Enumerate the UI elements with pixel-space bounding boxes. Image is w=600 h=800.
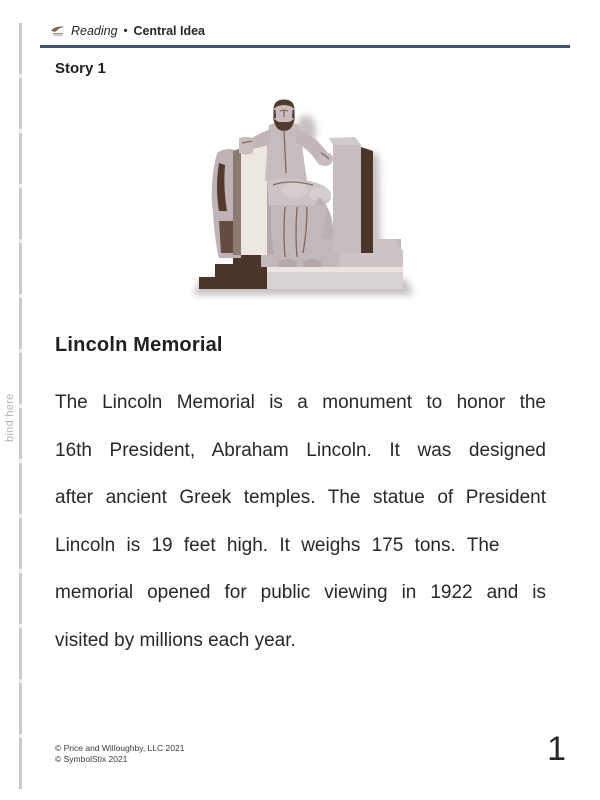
paragraph-line: The Lincoln Memorial is a monument to honor the [55, 392, 546, 413]
copyright-line-2: © SymbolStix 2021 [55, 753, 128, 764]
article-title: Lincoln Memorial [55, 334, 223, 356]
footer-copyright [55, 743, 184, 764]
bind-here-label: bind here [4, 393, 16, 442]
binding-guide-line [19, 23, 22, 789]
copyright-line-1: © Price and Willoughby, LLC 2021 [55, 743, 185, 753]
page-header [50, 24, 205, 38]
paragraph-line: memorial opened for public viewing in 1922 and is [55, 582, 546, 604]
paragraph-line: Lincoln is 19 feet high. It weighs 175 tons. The [55, 534, 500, 556]
publisher-logo-icon [50, 25, 66, 37]
story-label: Story 1 [55, 60, 106, 77]
header-separator: • [123, 25, 128, 37]
header-subject: Reading [71, 24, 118, 38]
page-number: 1 [547, 730, 566, 768]
paragraph-line: 16th President, Abraham Lincoln. It was designed [55, 439, 546, 461]
header-rule [40, 45, 570, 48]
article-paragraph [55, 379, 546, 665]
paragraph-line: visited by millions each year. [55, 629, 296, 651]
lincoln-memorial-statue-illustration [189, 93, 424, 308]
header-topic: Central Idea [133, 24, 205, 38]
paragraph-line: after ancient Greek temples. The statue of President [55, 487, 546, 509]
